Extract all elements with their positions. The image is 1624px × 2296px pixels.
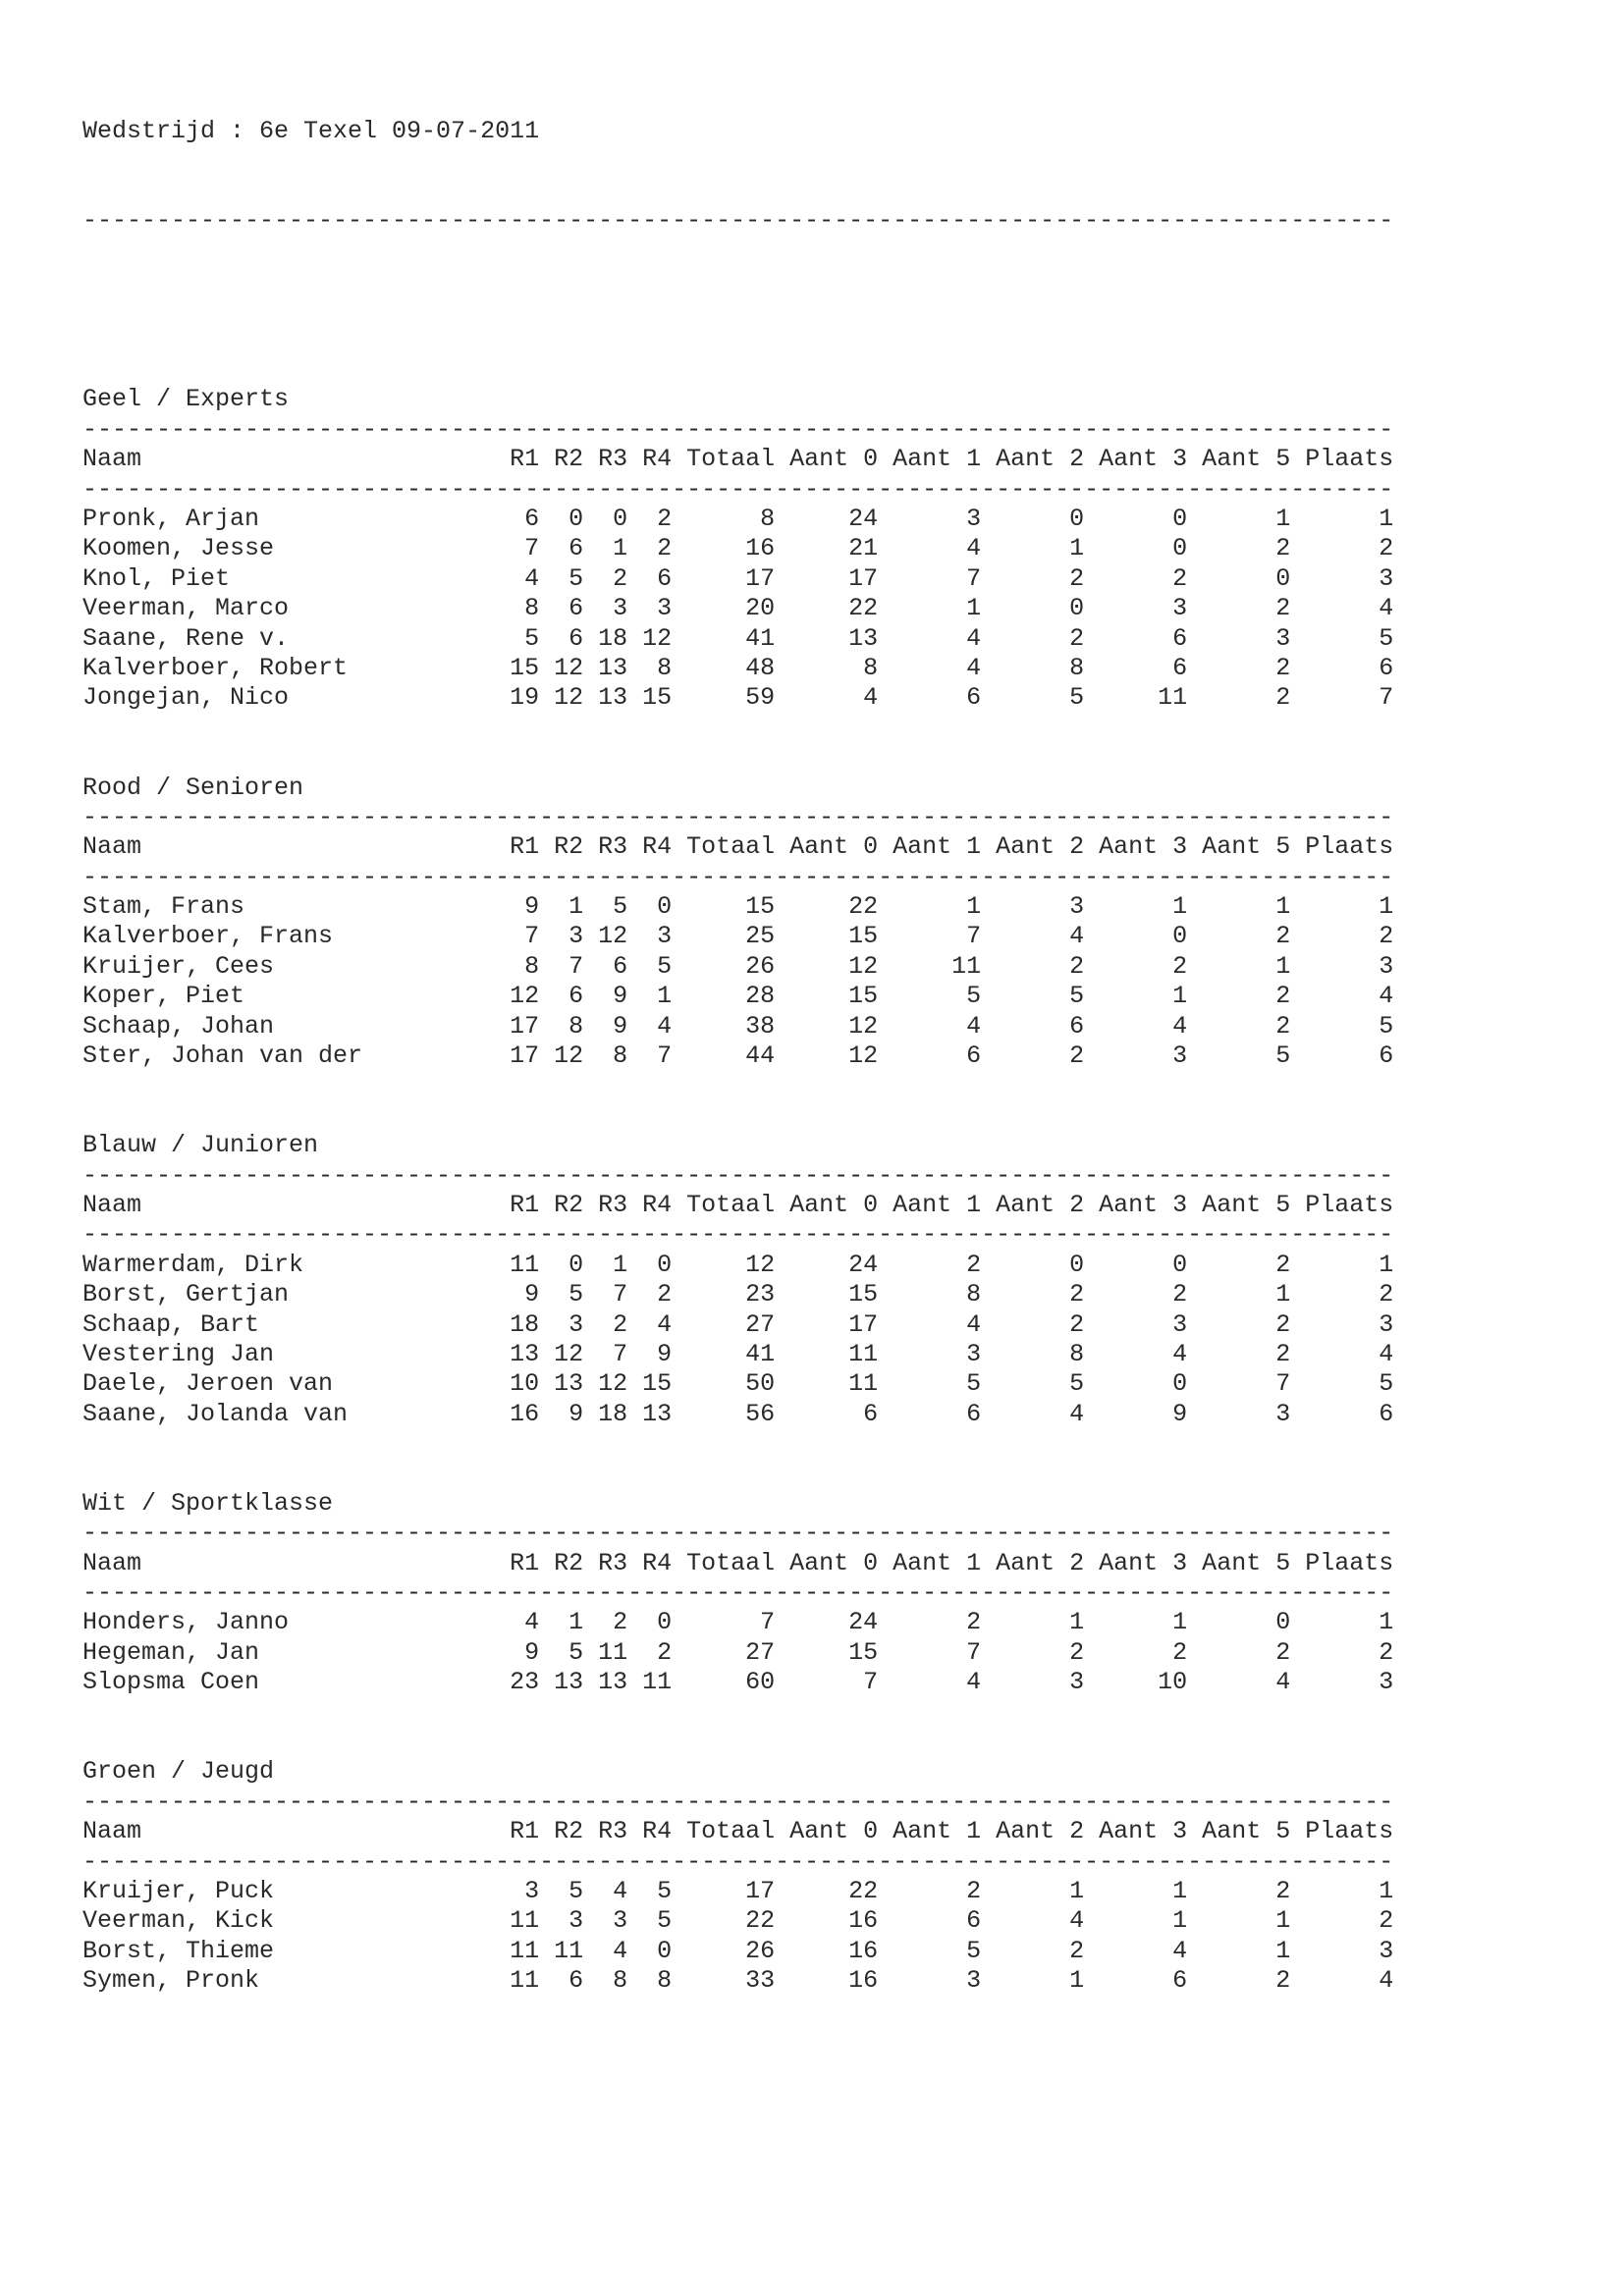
table-row: Warmerdam, Dirk 11 0 1 0 12 24 2 0 0 2 1 [82, 1250, 1394, 1279]
results-section [82, 1757, 1555, 2056]
results-section [82, 1489, 1555, 1758]
table-row: Kalverboer, Robert 15 12 13 8 48 8 4 8 6 2 6 [82, 653, 1394, 682]
table-row: Kruijer, Puck 3 5 4 5 17 22 2 1 1 2 1 [82, 1876, 1394, 1905]
section-title: Rood / Senioren [82, 773, 304, 802]
table-header: Naam R1 R2 R3 R4 Totaal Aant 0 Aant 1 Aant 2 Aant 3 Aant 5 Plaats [82, 1548, 1394, 1577]
header-divider: ----------------------------------------------------------------------------------------- [82, 1220, 1394, 1250]
table-row: Knol, Piet 4 5 2 6 17 17 7 2 2 0 3 [82, 563, 1394, 593]
results-section [82, 385, 1555, 773]
table-row: Saane, Jolanda van 16 9 18 13 56 6 6 4 9 3 6 [82, 1399, 1394, 1428]
table-row: Hegeman, Jan 9 5 11 2 27 15 7 2 2 2 2 [82, 1637, 1394, 1667]
table-row: Saane, Rene v. 5 6 18 12 41 13 4 2 6 3 5 [82, 623, 1394, 653]
header-divider: ----------------------------------------------------------------------------------------- [82, 1578, 1394, 1608]
table-row: Jongejan, Nico 19 12 13 15 59 4 6 5 11 2 7 [82, 683, 1394, 713]
table-row: Vestering Jan 13 12 7 9 41 11 3 8 4 2 4 [82, 1339, 1394, 1368]
table-row: Koper, Piet 12 6 9 1 28 15 5 5 1 2 4 [82, 982, 1394, 1011]
table-row: Borst, Gertjan 9 5 7 2 23 15 8 2 2 1 2 [82, 1280, 1394, 1309]
section-divider: ----------------------------------------------------------------------------------------- [82, 1787, 1394, 1816]
section-divider: ----------------------------------------------------------------------------------------- [82, 1160, 1394, 1190]
table-row: Kalverboer, Frans 7 3 12 3 25 15 7 4 0 2 2 [82, 922, 1394, 951]
sections-container [82, 385, 1555, 2056]
header-divider: ----------------------------------------------------------------------------------------- [82, 862, 1394, 891]
table-row: Veerman, Marco 8 6 3 3 20 22 1 0 3 2 4 [82, 594, 1394, 623]
table-row: Borst, Thieme 11 11 4 0 26 16 5 2 4 1 3 [82, 1936, 1394, 1965]
table-row: Schaap, Johan 17 8 9 4 38 12 4 6 4 2 5 [82, 1011, 1394, 1041]
section-title: Geel / Experts [82, 385, 290, 414]
table-row: Slopsma Coen 23 13 13 11 60 7 4 3 10 4 3 [82, 1668, 1394, 1697]
table-row: Veerman, Kick 11 3 3 5 22 16 6 4 1 1 2 [82, 1906, 1394, 1936]
table-row: Stam, Frans 9 1 5 0 15 22 1 3 1 1 1 [82, 892, 1394, 922]
section-divider: ----------------------------------------------------------------------------------------- [82, 414, 1394, 444]
page-title: Wedstrijd : 6e Texel 09-07-2011 [82, 116, 540, 145]
table-row: Schaap, Bart 18 3 2 4 27 17 4 2 3 2 3 [82, 1309, 1394, 1339]
table-header: Naam R1 R2 R3 R4 Totaal Aant 0 Aant 1 Aant 2 Aant 3 Aant 5 Plaats [82, 832, 1394, 862]
section-divider: ----------------------------------------------------------------------------------------- [82, 1519, 1394, 1548]
header-divider: ----------------------------------------------------------------------------------------- [82, 1846, 1394, 1876]
table-row: Pronk, Arjan 6 0 0 2 8 24 3 0 0 1 1 [82, 504, 1394, 533]
section-title: Wit / Sportklasse [82, 1488, 334, 1518]
header-divider: ----------------------------------------------------------------------------------------- [82, 474, 1394, 504]
table-row: Koomen, Jesse 7 6 1 2 16 21 4 1 0 2 2 [82, 534, 1394, 563]
results-section [82, 1131, 1555, 1489]
results-document [82, 57, 1555, 2086]
table-row: Symen, Pronk 11 6 8 8 33 16 3 1 6 2 4 [82, 1966, 1394, 1996]
table-row: Honders, Janno 4 1 2 0 7 24 2 1 1 0 1 [82, 1608, 1394, 1637]
results-section [82, 774, 1555, 1132]
section-title: Groen / Jeugd [82, 1757, 275, 1787]
table-header: Naam R1 R2 R3 R4 Totaal Aant 0 Aant 1 Aant 2 Aant 3 Aant 5 Plaats [82, 1817, 1394, 1846]
table-row: Ster, Johan van der 17 12 8 7 44 12 6 2 3 5 6 [82, 1041, 1394, 1071]
table-header: Naam R1 R2 R3 R4 Totaal Aant 0 Aant 1 Aant 2 Aant 3 Aant 5 Plaats [82, 1190, 1394, 1219]
table-header: Naam R1 R2 R3 R4 Totaal Aant 0 Aant 1 Aant 2 Aant 3 Aant 5 Plaats [82, 445, 1394, 474]
title-divider: ----------------------------------------------------------------------------------------- [82, 206, 1394, 236]
table-row: Daele, Jeroen van 10 13 12 15 50 11 5 5 0 7 5 [82, 1369, 1394, 1399]
section-title: Blauw / Junioren [82, 1131, 319, 1160]
table-row: Kruijer, Cees 8 7 6 5 26 12 11 2 2 1 3 [82, 951, 1394, 981]
section-divider: ----------------------------------------------------------------------------------------- [82, 802, 1394, 831]
